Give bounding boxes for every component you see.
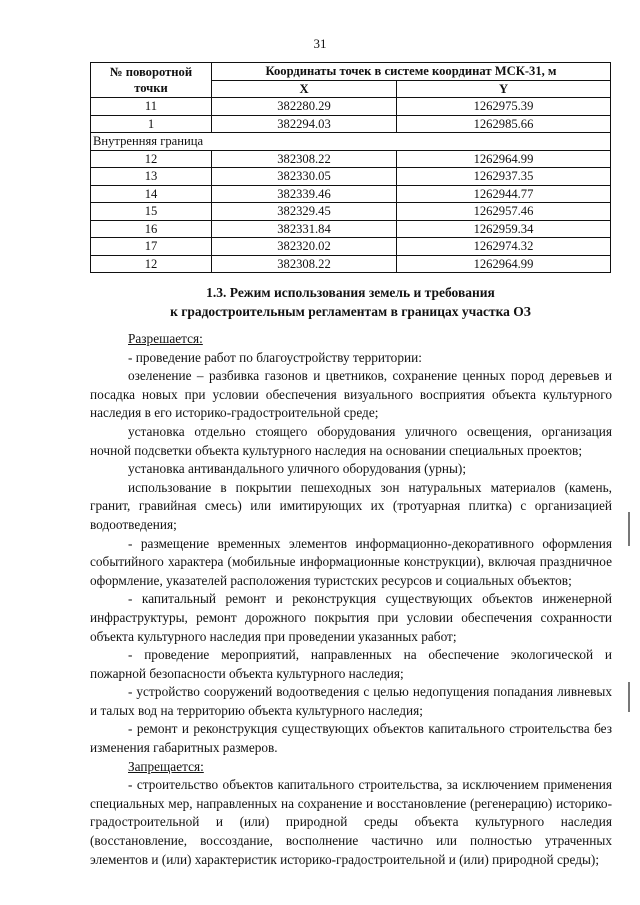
scan-edge-mark [628,512,630,546]
x-cell: 382331.84 [212,220,397,238]
table-row [91,185,611,203]
page-number: 31 [313,36,327,51]
x-cell: 382320.02 [212,238,397,256]
x-cell: 382308.22 [212,150,397,168]
allowed-item: - размещение временных элементов информационно-декоративного оформления событийного характера (мобильные информационные конструкции), включая праздничное оформление, указателей расположения туристских ресурсов и социальных объектов; [90,535,612,588]
table-row [91,238,611,256]
y-cell: 1262974.32 [397,238,611,256]
y-cell: 1262975.39 [397,98,611,116]
point-cell: 12 [91,255,212,273]
header-y: Y [397,80,611,98]
x-cell: 382294.03 [212,115,397,133]
x-cell: 382280.29 [212,98,397,116]
point-cell: 17 [91,238,212,256]
allowed-item: - ремонт и реконструкция существующих объектов капитального строительства без изменения габаритных размеров. [90,721,612,756]
y-cell: 1262985.66 [397,115,611,133]
y-cell: 1262964.99 [397,150,611,168]
table-row [91,115,611,133]
y-cell: 1262964.99 [397,255,611,273]
header-x: X [212,80,397,98]
section-heading-line-1: 1.3. Режим использования земель и требования [206,285,495,300]
x-cell: 382339.46 [212,185,397,203]
allowed-item: - проведение мероприятий, направленных на обеспечение экологической и пожарной безопасности объекта культурного наследия; [90,647,612,681]
allowed-item: установка антивандального уличного оборудования (урны); [128,461,467,477]
header-coordinates: Координаты точек в системе координат МСК-31, м [212,63,611,81]
point-cell: 14 [91,185,212,203]
allowed-label: Разрешается: [128,331,203,346]
point-cell: 11 [91,98,212,116]
coordinates-table [90,62,611,273]
scan-edge-mark [628,682,630,712]
point-cell: 16 [91,220,212,238]
x-cell: 382329.45 [212,203,397,221]
x-cell: 382330.05 [212,168,397,186]
table-row [91,255,611,273]
point-cell: 15 [91,203,212,221]
table-row [91,203,611,221]
point-cell: 13 [91,168,212,186]
y-cell: 1262959.34 [397,220,611,238]
section-heading [90,283,611,321]
header-point-number: № поворотной точки [91,63,212,98]
table-row [91,150,611,168]
document-body [90,330,612,869]
table-row [91,168,611,186]
allowed-item: - устройство сооружений водоотведения с целью недопущения попадания ливневых и талых вод на территорию объекта культурного наследия; [90,684,612,718]
allowed-item: - проведение работ по благоустройству территории: [128,349,422,365]
point-cell: 12 [91,150,212,168]
y-cell: 1262937.35 [397,168,611,186]
table-row [91,220,611,238]
forbidden-label: Запрещается: [128,758,204,774]
inner-boundary-label: Внутренняя граница [91,133,611,151]
y-cell: 1262944.77 [397,185,611,203]
forbidden-item: - строительство объектов капитального строительства, за исключением применения специальных мер, направленных на сохранение и восстановление (регенерацию) историко-градостроительной и (или) природной среды объекта культурного наследия (восстановление, воссоздание, восполнение частично или полностью утраченных элементов и (или) характеристик историко-градостроительной и (или) природной среды); [90,777,612,867]
table-row [91,98,611,116]
section-row [91,133,611,151]
allowed-item: установка отдельно стоящего оборудования уличного освещения, организация ночной подсветки объекта культурного наследия на основании специальных проектов; [90,423,612,458]
allowed-item: использование в покрытии пешеходных зон натуральных материалов (камень, гранит, гравийная смесь) или имитирующих их (тротуарная плитка) с организацией водоотведения; [90,479,612,532]
allowed-item: озеленение – разбивка газонов и цветников, сохранение ценных пород деревьев и посадка новых при условии обеспечения визуального восприятия объекта культурного наследия в его историко-градостроительной среде; [90,368,612,421]
point-cell: 1 [91,115,212,133]
allowed-item: - капитальный ремонт и реконструкция существующих объектов инженерной инфраструктуры, ремонт дорожного покрытия при условии обеспечения сохранности объекта культурного наследия при проведении указанных работ; [90,591,612,644]
x-cell: 382308.22 [212,255,397,273]
section-heading-line-2: к градостроительным регламентам в границах участка ОЗ [170,304,531,319]
y-cell: 1262957.46 [397,203,611,221]
